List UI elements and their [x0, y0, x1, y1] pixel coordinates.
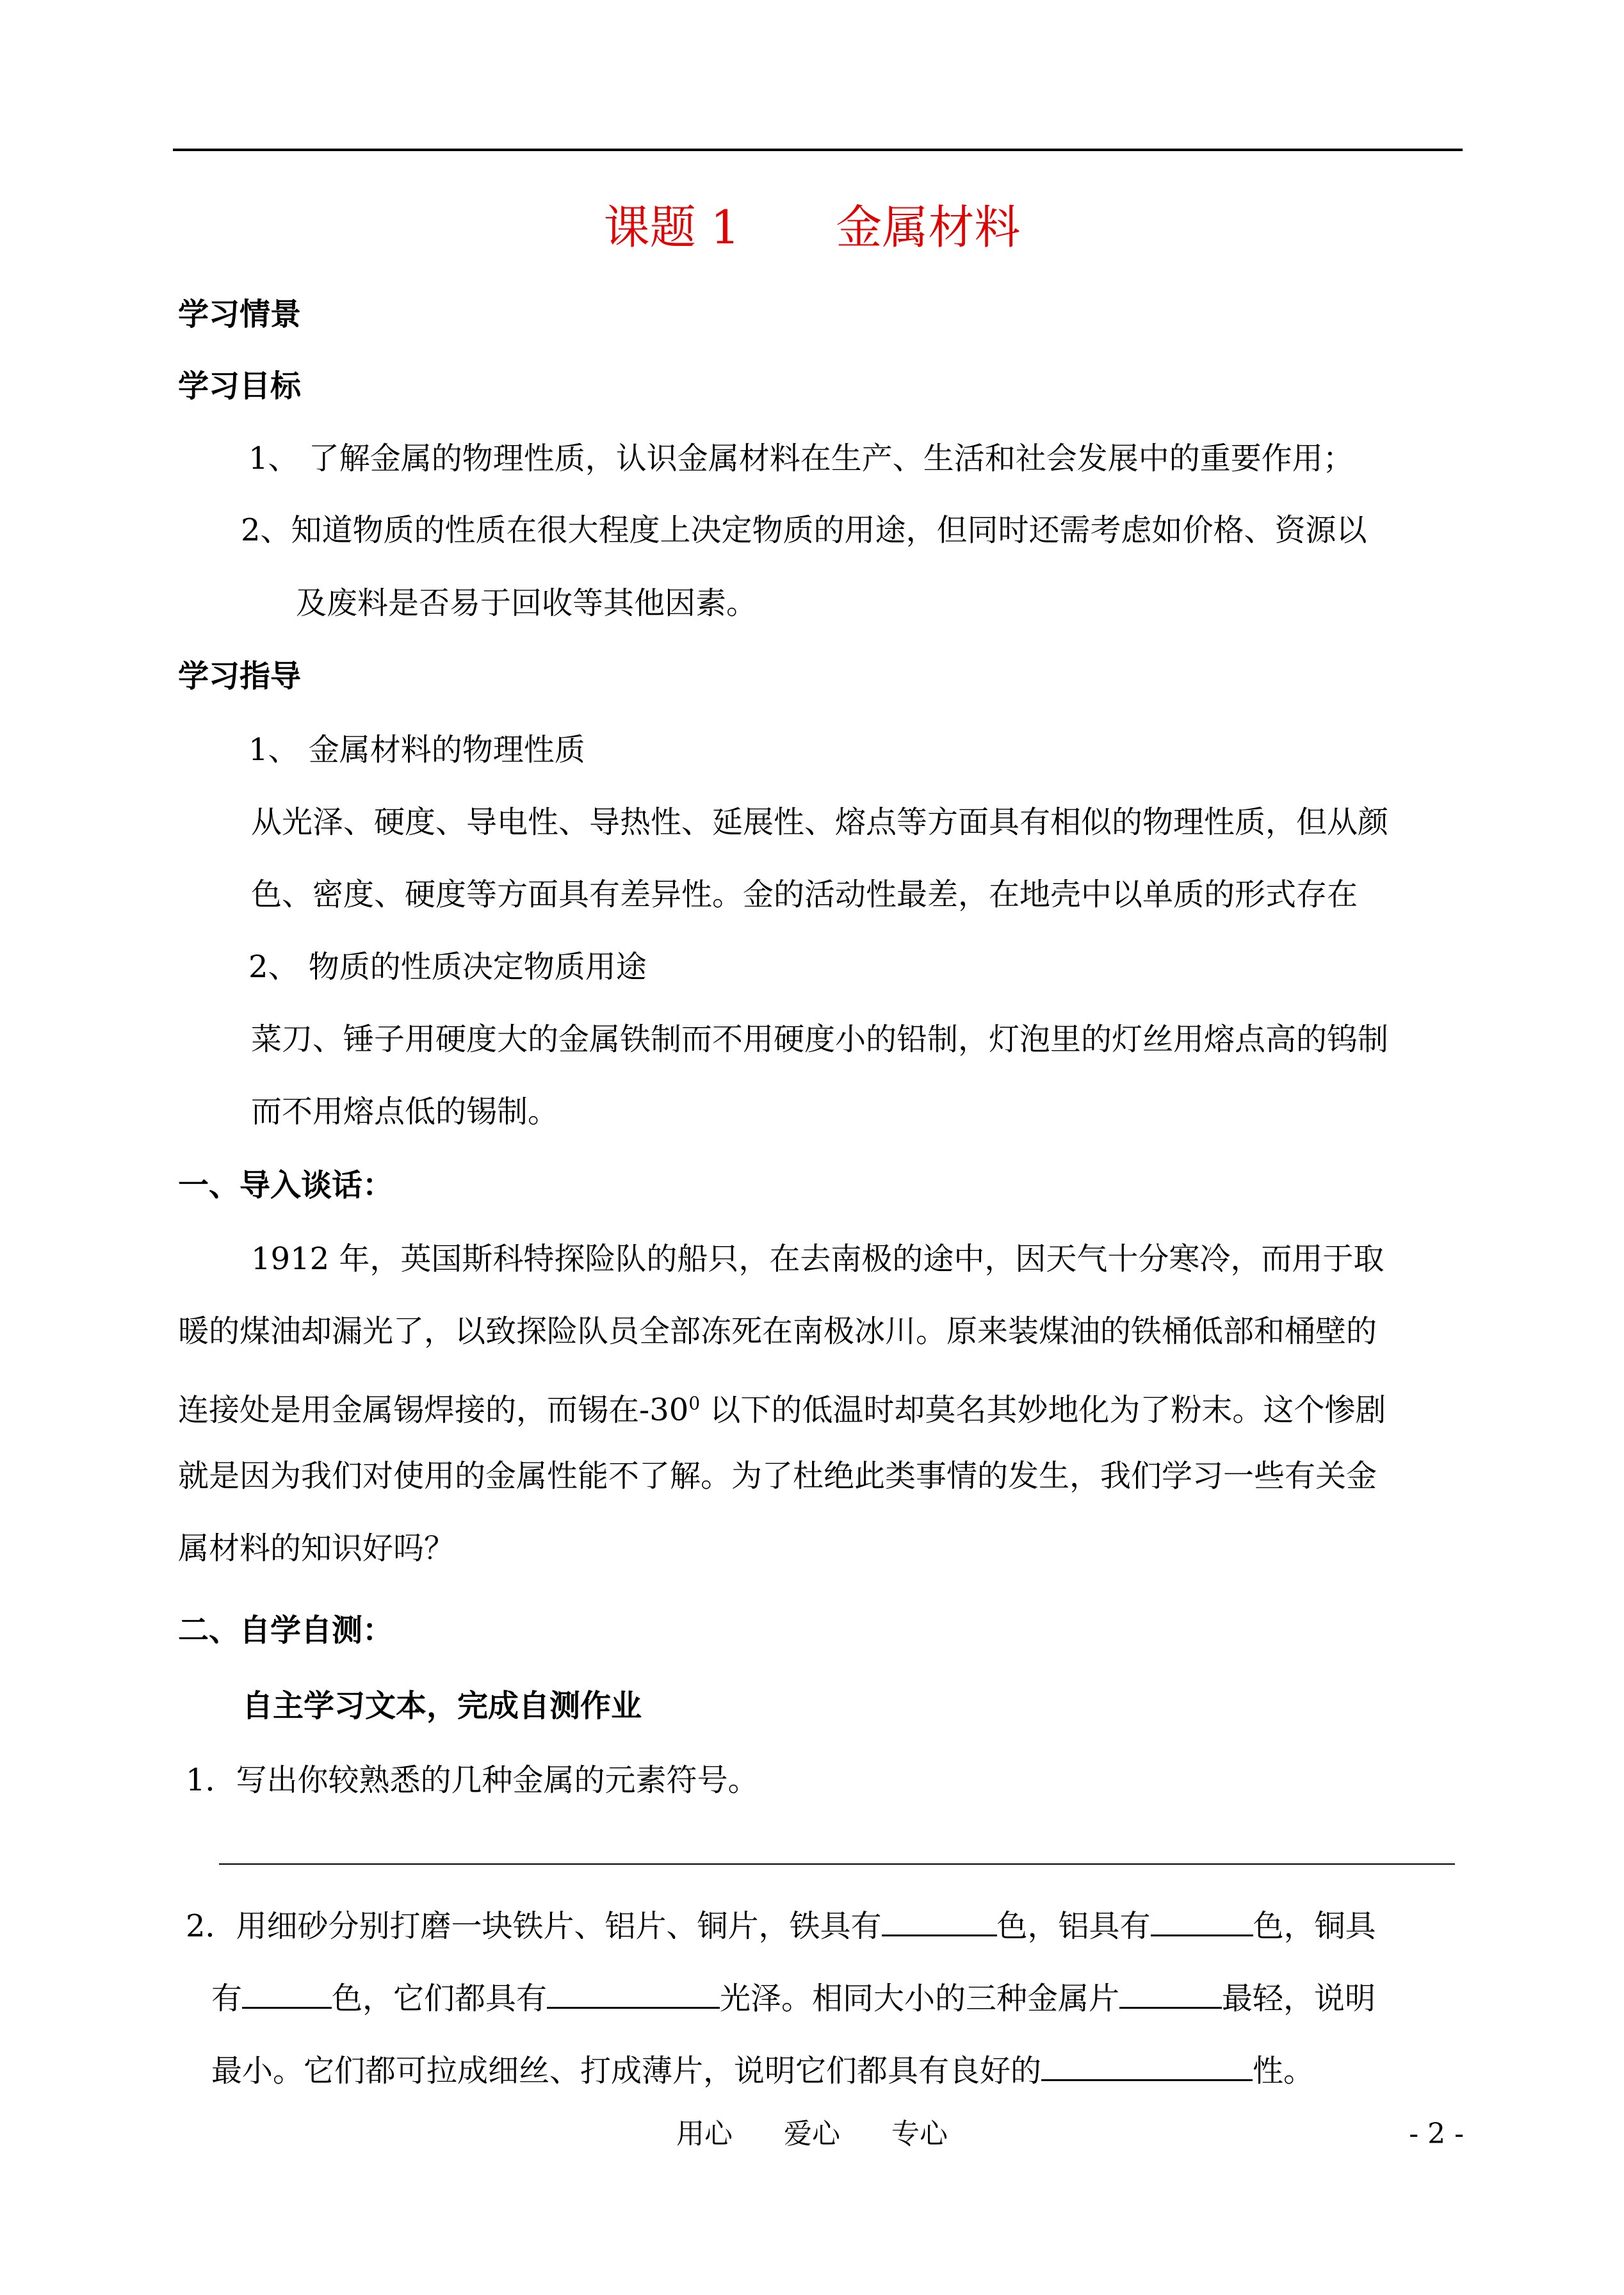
footer-motto: [0, 2113, 1624, 2155]
section-1-line-3-rest: 以下的低温时却莫名其妙地化为了粉末。: [700, 1392, 1263, 1428]
question-2-line-1: [186, 1903, 1376, 1949]
answer-blank-property[interactable]: [1041, 2051, 1253, 2081]
question-2-text: 最小。它们都可拉成细丝、打成薄片，说明它们都具有良好的: [211, 2053, 1042, 2089]
footer-motto-1: 用心: [676, 2118, 733, 2150]
question-2-text: 性。: [1253, 2053, 1315, 2089]
question-1-answer-line[interactable]: [219, 1863, 1455, 1865]
heading-objectives: 学习目标: [178, 368, 302, 404]
lesson-name: 金属材料: [836, 200, 1021, 254]
section-1-line-3-end: 这个惨剧: [1263, 1392, 1386, 1428]
header-rule: [173, 149, 1463, 151]
question-2-line-3: [211, 2048, 1314, 2094]
page-number: - 2 -: [1409, 2118, 1464, 2150]
guide-item-1-line-1: 从光泽、硬度、导电性、导热性、延展性、熔点等方面具有相似的物理性质，但从颜: [251, 804, 1389, 840]
section-1-line-3: [178, 1381, 1386, 1433]
footer-motto-3: 专心: [891, 2118, 948, 2150]
question-2-text: 色，铜具: [1253, 1908, 1376, 1944]
guide-item-2-line-1: 菜刀、锤子用硬度大的金属铁制而不用硬度小的铅制，灯泡里的灯丝用熔点高的钨制: [251, 1021, 1389, 1057]
section-1-line-1: 1912 年，英国斯科特探险队的船只，在去南极的途中，因天气十分寒冷，而用于取: [251, 1241, 1384, 1277]
question-2-line-2: [211, 1975, 1376, 2022]
question-2-text: 光泽。相同大小的三种金属片: [720, 1981, 1120, 2016]
objective-2-cont: 及废料是否易于回收等其他因素。: [296, 585, 758, 621]
guide-item-2-line-2: 而不用熔点低的锡制。: [251, 1094, 559, 1130]
question-2-text: 色，铝具有: [996, 1908, 1151, 1944]
answer-blank-copper-color[interactable]: [242, 1979, 332, 2009]
section-1-heading: 一、导入谈话：: [178, 1167, 394, 1203]
degree-superscript: 0: [688, 1393, 701, 1414]
section-2-heading: 二、自学自测：: [178, 1612, 394, 1648]
answer-blank-aluminum-color[interactable]: [1151, 1906, 1253, 1936]
answer-blank-luster[interactable]: [547, 1979, 720, 2009]
question-2-text: 最轻，说明: [1222, 1981, 1376, 2016]
answer-blank-lightest-metal[interactable]: [1119, 1979, 1222, 2009]
guide-item-1-line-2: 色、密度、硬度等方面具有差异性。金的活动性最差，在地壳中以单质的形式存在: [251, 877, 1358, 912]
answer-blank-iron-color[interactable]: [882, 1906, 997, 1936]
question-2-text: 色，它们都具有: [332, 1981, 548, 2016]
objective-1: 1、 了解金属的物理性质，认识金属材料在生产、生活和社会发展中的重要作用；: [248, 441, 1354, 476]
guide-item-1-title: 1、 金属材料的物理性质: [248, 732, 585, 768]
question-2-text: 2．用细砂分别打磨一块铁片、铝片、铜片，铁具有: [186, 1908, 882, 1944]
section-1-line-4: 就是因为我们对使用的金属性能不了解。为了杜绝此类事情的发生，我们学习一些有关金: [178, 1458, 1377, 1494]
lesson-number: 课题 1: [603, 200, 740, 254]
heading-situation: 学习情景: [178, 296, 302, 332]
section-1-line-2: 暖的煤油却漏光了，以致探险队员全部冻死在南极冰川。原来装煤油的铁桶低部和桶壁的: [178, 1313, 1377, 1349]
guide-item-2-title: 2、 物质的性质决定物质用途: [248, 949, 647, 985]
section-2-subheading: 自主学习文本，完成自测作业: [242, 1688, 642, 1724]
question-1: 1．写出你较熟悉的几种金属的元素符号。: [186, 1762, 759, 1798]
section-1-line-3-text: 连接处是用金属锡焊接的，而锡在-30: [178, 1392, 689, 1428]
lesson-title: [0, 192, 1624, 263]
heading-guide: 学习指导: [178, 658, 302, 694]
objective-2: 2、知道物质的性质在很大程度上决定物质的用途，但同时还需考虑如价格、资源以: [241, 512, 1367, 548]
footer-motto-2: 爱心: [784, 2118, 840, 2150]
section-1-line-5: 属材料的知识好吗？: [178, 1530, 455, 1566]
question-2-text: 有: [211, 1981, 243, 2016]
